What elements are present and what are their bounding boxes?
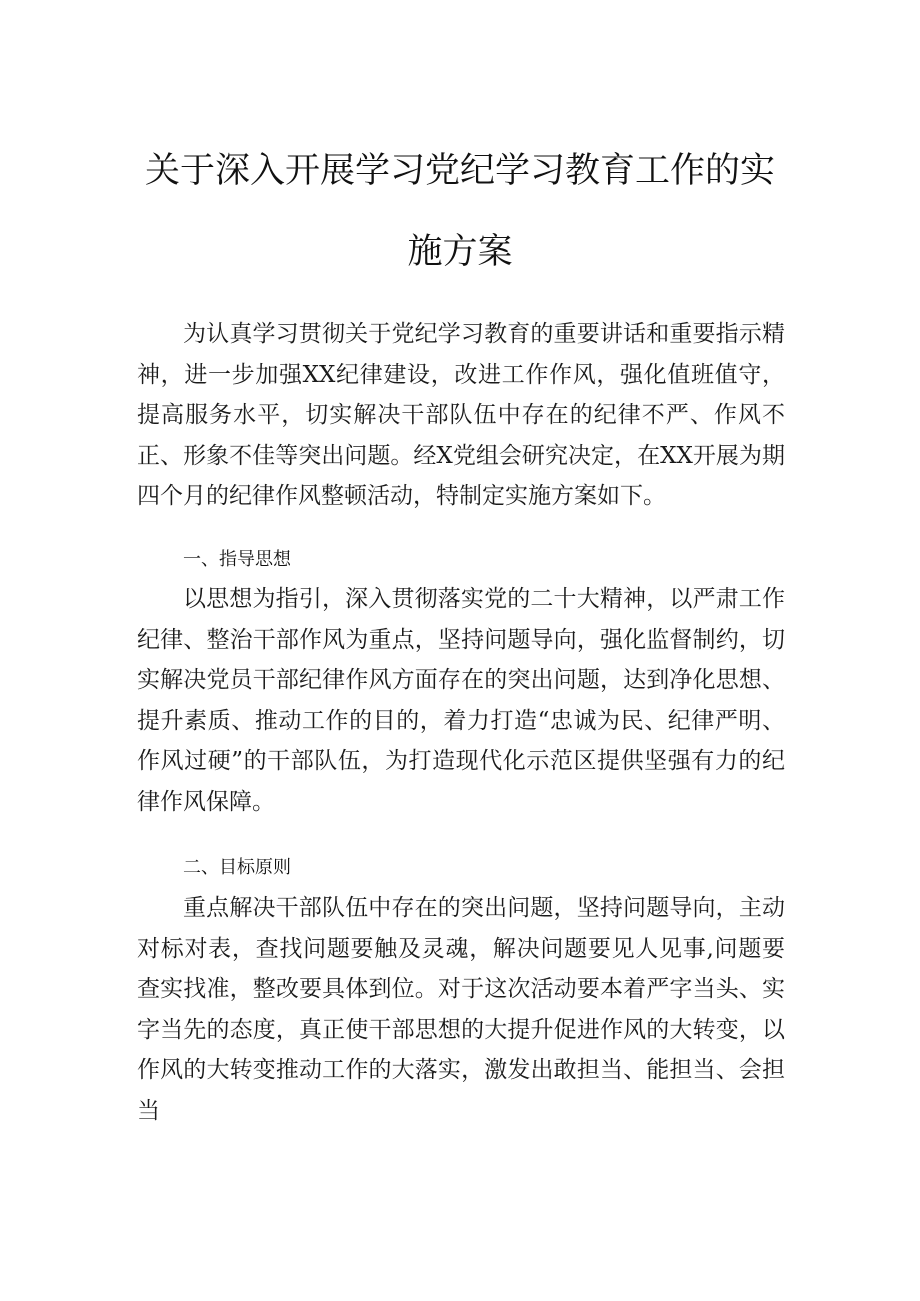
section-body-goals-principles: 重点解决干部队伍中存在的突出问题，坚持问题导向，主动对标对表，查找问题要触及灵魂，解决问题要见人见事,问题要查实找准，整改要具体到位。对于这次活动要本着严字当头、实字当先的态度，真正使干部思想的大提升促进作风的大转变，以作风的大转变推动工作的大落实，激发出敢担当、能担当、会担当 (137, 895, 785, 1124)
document-title-line-1: 关于深入开展学习党纪学习教育工作的实 (144, 151, 775, 191)
document-title-line-2: 施方案 (407, 232, 513, 272)
section-heading-guiding-ideology: 一、指导思想 (183, 549, 291, 570)
section-heading-goals-principles: 二、目标原则 (183, 857, 291, 878)
section-body-guiding-ideology: 以思想为指引，深入贯彻落实党的二十大精神，以严肃工作纪律、整治干部作风为重点，坚持问题导向，强化监督制约，切实解决党员干部纪律作风方面存在的突出问题，达到净化思想、提升素质、推动工作的目的，着力打造“忠诚为民、纪律严明、作风过硬”的干部队伍，为打造现代化示范区提供坚强有力的纪律作风保障。 (137, 586, 785, 815)
intro-paragraph: 为认真学习贯彻关于党纪学习教育的重要讲话和重要指示精神，进一步加强XX纪律建设，改进工作作风，强化值班值守，提高服务水平，切实解决干部队伍中存在的纪律不严、作风不正、形象不佳等突出问题。经X党组会研究决定，在XX开展为期四个月的纪律作风整顿活动，特制定实施方案如下。 (137, 321, 785, 509)
